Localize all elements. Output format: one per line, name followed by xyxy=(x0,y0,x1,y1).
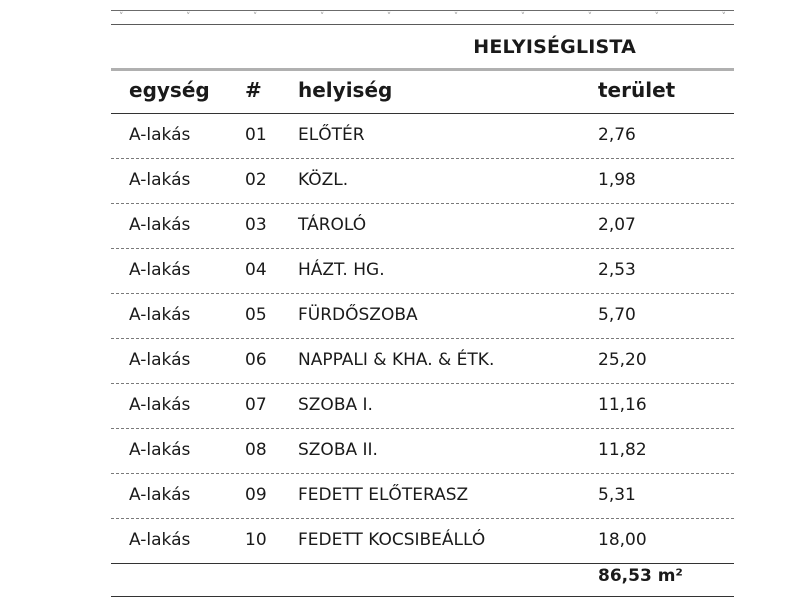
table-header-row xyxy=(111,78,734,108)
cell-number: 06 xyxy=(245,350,267,370)
cell-area: 25,20 xyxy=(598,350,647,370)
title-top-rule xyxy=(111,24,734,25)
cell-room: FEDETT KOCSIBEÁLLÓ xyxy=(298,530,486,550)
table-row xyxy=(111,294,734,339)
cell-number: 07 xyxy=(245,395,267,415)
cell-number: 10 xyxy=(245,530,267,550)
table-row xyxy=(111,384,734,429)
cell-area: 2,76 xyxy=(598,125,636,145)
table-body xyxy=(111,114,734,564)
cell-unit: A-lakás xyxy=(129,170,191,190)
total-row xyxy=(111,558,734,594)
cell-room: KÖZL. xyxy=(298,170,349,190)
table-row xyxy=(111,204,734,249)
cell-area: 1,98 xyxy=(598,170,636,190)
table-row xyxy=(111,114,734,159)
table-title: HELYISÉGLISTA xyxy=(473,36,636,58)
tick-mark-icon: ˅ xyxy=(587,12,593,22)
cell-unit: A-lakás xyxy=(129,395,191,415)
table-row xyxy=(111,429,734,474)
table-row xyxy=(111,159,734,204)
cell-area: 11,82 xyxy=(598,440,647,460)
tick-mark-icon: ˅ xyxy=(453,12,459,22)
cell-number: 02 xyxy=(245,170,267,190)
bottom-rule xyxy=(111,596,734,597)
tick-mark-icon: ˅ xyxy=(654,12,659,22)
table-row xyxy=(111,249,734,294)
cell-room: TÁROLÓ xyxy=(298,215,367,235)
tick-mark-icon: ˅ xyxy=(386,12,392,22)
tick-mark-icon: ˅ xyxy=(520,12,526,22)
total-area: 86,53 m² xyxy=(598,566,683,586)
cell-area: 2,53 xyxy=(598,260,636,280)
cell-unit: A-lakás xyxy=(129,440,191,460)
cell-number: 05 xyxy=(245,305,267,325)
header-top-rule xyxy=(111,68,734,71)
table-row xyxy=(111,474,734,519)
column-header-room: helyiség xyxy=(298,78,393,102)
top-rule xyxy=(111,10,734,11)
cell-unit: A-lakás xyxy=(129,215,191,235)
tick-mark-icon: ˅ xyxy=(319,12,325,22)
cell-room: HÁZT. HG. xyxy=(298,260,385,280)
cell-number: 04 xyxy=(245,260,267,280)
cell-area: 2,07 xyxy=(598,215,636,235)
column-header-unit: egység xyxy=(129,78,210,102)
tick-mark-icon: ˅ xyxy=(721,12,726,22)
room-list-sheet xyxy=(111,0,734,600)
cell-unit: A-lakás xyxy=(129,530,191,550)
cell-number: 08 xyxy=(245,440,267,460)
cell-unit: A-lakás xyxy=(129,485,191,505)
cell-area: 5,31 xyxy=(598,485,636,505)
column-header-number: # xyxy=(245,78,262,102)
cell-unit: A-lakás xyxy=(129,125,191,145)
tick-mark-icon: ˅ xyxy=(185,12,191,22)
cropped-header-marks xyxy=(111,13,734,21)
cell-room: ELŐTÉR xyxy=(298,125,365,145)
table-row xyxy=(111,339,734,384)
cell-unit: A-lakás xyxy=(129,350,191,370)
cell-number: 01 xyxy=(245,125,267,145)
cell-area: 11,16 xyxy=(598,395,647,415)
cell-room: FÜRDŐSZOBA xyxy=(298,305,418,325)
cell-area: 18,00 xyxy=(598,530,647,550)
cell-unit: A-lakás xyxy=(129,260,191,280)
cell-area: 5,70 xyxy=(598,305,636,325)
cell-unit: A-lakás xyxy=(129,305,191,325)
cell-number: 09 xyxy=(245,485,267,505)
tick-mark-icon: ˅ xyxy=(119,12,124,22)
cell-room: SZOBA I. xyxy=(298,395,373,415)
column-header-area: terület xyxy=(598,78,676,102)
cell-number: 03 xyxy=(245,215,267,235)
cell-room: SZOBA II. xyxy=(298,440,378,460)
tick-mark-icon: ˅ xyxy=(252,12,258,22)
cell-room: FEDETT ELŐTERASZ xyxy=(298,485,469,505)
cell-room: NAPPALI & KHA. & ÉTK. xyxy=(298,350,495,370)
